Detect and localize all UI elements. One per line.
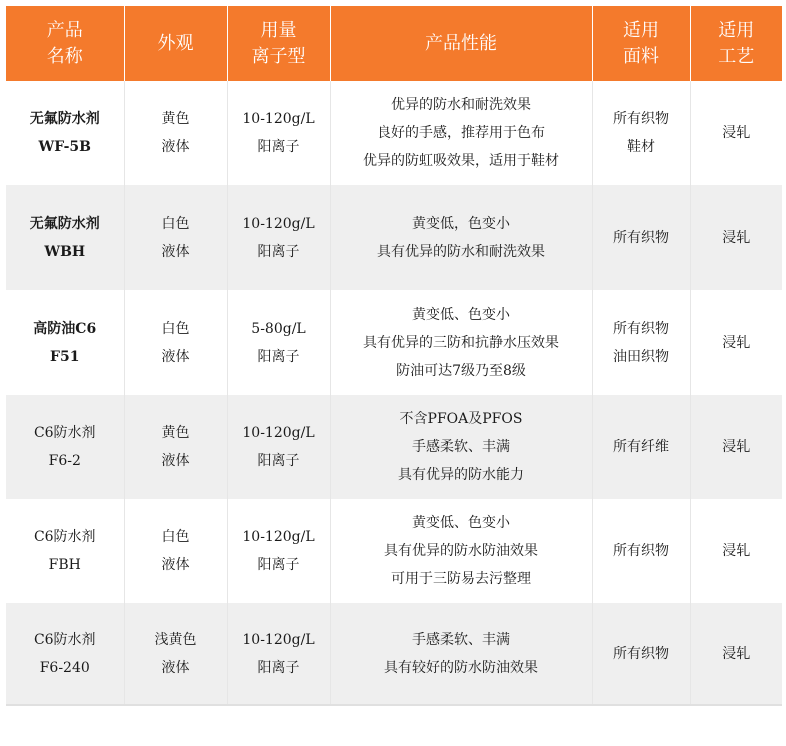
table-header-row: [6, 6, 782, 81]
cell-dosage: 10-120g/L 阳离子: [227, 81, 330, 185]
cell-fabric: 所有织物 油田织物: [592, 290, 690, 395]
cell-product-name: C6防水剂 F6-240: [6, 603, 124, 705]
cell-appearance: 白色 液体: [124, 290, 227, 395]
cell-process: 浸轧: [690, 81, 782, 185]
cell-dosage: 10-120g/L 阳离子: [227, 395, 330, 499]
table-row: [6, 603, 782, 705]
cell-appearance: 白色 液体: [124, 185, 227, 290]
cell-process: 浸轧: [690, 290, 782, 395]
table-row: [6, 81, 782, 185]
header-process: 适用 工艺: [690, 6, 782, 81]
cell-dosage: 5-80g/L 阳离子: [227, 290, 330, 395]
header-performance: 产品性能: [330, 6, 592, 81]
cell-process: 浸轧: [690, 499, 782, 603]
cell-performance: 黄变低，色变小 具有优异的防水和耐洗效果: [330, 185, 592, 290]
cell-fabric: 所有织物 鞋材: [592, 81, 690, 185]
cell-dosage: 10-120g/L 阳离子: [227, 603, 330, 705]
cell-fabric: 所有织物: [592, 185, 690, 290]
cell-performance: 黄变低、色变小 具有优异的防水防油效果 可用于三防易去污整理: [330, 499, 592, 603]
header-appearance: 外观: [124, 6, 227, 81]
cell-appearance: 黄色 液体: [124, 81, 227, 185]
table-row: [6, 395, 782, 499]
cell-appearance: 浅黄色 液体: [124, 603, 227, 705]
cell-product-name: 无氟防水剂 WF-5B: [6, 81, 124, 185]
cell-dosage: 10-120g/L 阳离子: [227, 185, 330, 290]
header-product-name: 产品 名称: [6, 6, 124, 81]
cell-fabric: 所有织物: [592, 499, 690, 603]
cell-performance: 不含PFOA及PFOS 手感柔软、丰满 具有优异的防水能力: [330, 395, 592, 499]
cell-dosage: 10-120g/L 阳离子: [227, 499, 330, 603]
cell-appearance: 黄色 液体: [124, 395, 227, 499]
cell-fabric: 所有织物: [592, 603, 690, 705]
cell-performance: 黄变低、色变小 具有优异的三防和抗静水压效果 防油可达7级乃至8级: [330, 290, 592, 395]
cell-process: 浸轧: [690, 395, 782, 499]
product-spec-table: [6, 6, 782, 706]
cell-process: 浸轧: [690, 603, 782, 705]
header-fabric: 适用 面料: [592, 6, 690, 81]
table-row: [6, 185, 782, 290]
cell-performance: 手感柔软、丰满 具有较好的防水防油效果: [330, 603, 592, 705]
cell-product-name: 高防油C6 F51: [6, 290, 124, 395]
table-row: [6, 499, 782, 603]
header-dosage-ion: 用量 离子型: [227, 6, 330, 81]
table-row: [6, 290, 782, 395]
cell-product-name: C6防水剂 FBH: [6, 499, 124, 603]
cell-performance: 优异的防水和耐洗效果 良好的手感，推荐用于色布 优异的防虹吸效果，适用于鞋材: [330, 81, 592, 185]
cell-appearance: 白色 液体: [124, 499, 227, 603]
cell-product-name: 无氟防水剂 WBH: [6, 185, 124, 290]
cell-product-name: C6防水剂 F6-2: [6, 395, 124, 499]
cell-fabric: 所有纤维: [592, 395, 690, 499]
cell-process: 浸轧: [690, 185, 782, 290]
